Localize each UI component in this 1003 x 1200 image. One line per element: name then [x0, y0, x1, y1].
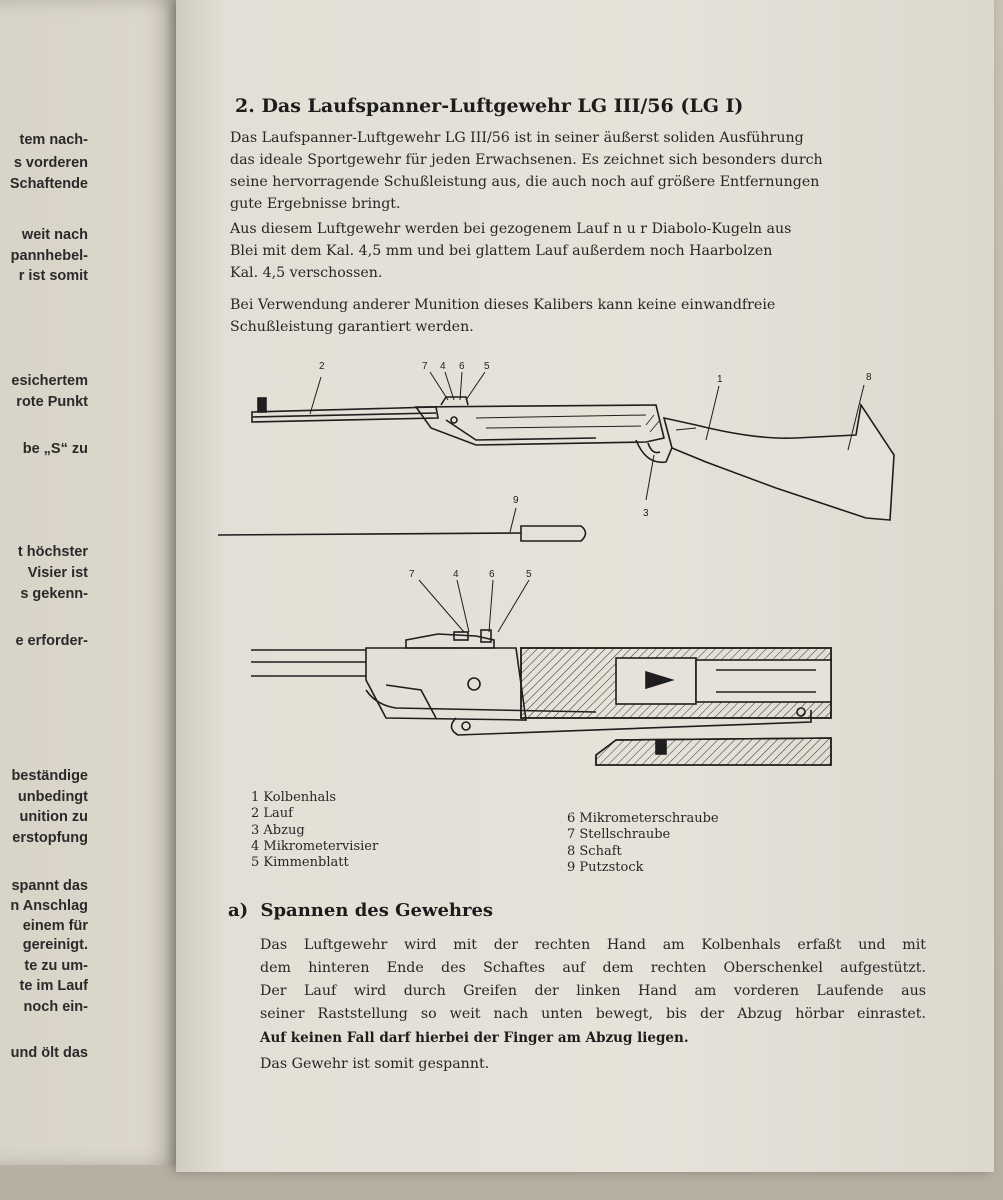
left-page-line: spannt das — [11, 878, 88, 894]
left-page-line: Schaftende — [9, 176, 88, 192]
left-page-line: und ölt das — [10, 1045, 88, 1061]
paragraph-line: Aus diesem Luftgewehr werden bei gezogenem Lauf n u r Diabolo-Kugeln aus — [230, 221, 792, 237]
left-page-line: s vorderen — [13, 155, 88, 171]
page-title: 2. Das Laufspanner-Luftgewehr LG III/56 (LG I) — [235, 95, 744, 117]
callout-number: 4 — [440, 361, 446, 372]
left-page — [0, 0, 180, 1165]
left-page-line: weit nach — [21, 227, 88, 243]
legend-item: 7 Stellschraube — [567, 827, 671, 843]
rifle-side-view — [252, 372, 894, 520]
left-page-line: pannhebel- — [10, 248, 88, 264]
paragraph-line: Schußleistung garantiert werden. — [230, 319, 474, 335]
left-page-line: te im Lauf — [19, 978, 88, 994]
left-page-line: unbedingt — [17, 789, 88, 805]
left-page-line: gereinigt. — [22, 937, 88, 953]
parts-legend-left — [251, 790, 378, 871]
legend-item: 2 Lauf — [251, 806, 293, 822]
left-page-line: noch ein- — [23, 999, 88, 1015]
safety-warning: Auf keinen Fall darf hierbei der Finger am Abzug liegen. — [260, 1030, 689, 1046]
left-page-line: t höchster — [17, 544, 88, 560]
legend-item: 9 Putzstock — [567, 859, 644, 875]
callout-number: 1 — [717, 374, 723, 385]
paragraph-line: Kal. 4,5 verschossen. — [230, 265, 383, 281]
paragraph-line: dem hinteren Ende des Schaftes auf dem rechten Oberschenkel aufgestützt. — [260, 960, 926, 976]
legend-item: 5 Kimmenblatt — [251, 855, 349, 871]
legend-item: 8 Schaft — [567, 843, 622, 859]
left-page-line: tem nach- — [19, 132, 88, 148]
paragraph-line: seine hervorragende Schußleistung aus, die auch noch auf größere Entfernungen — [230, 174, 820, 190]
left-page-line: beständige — [11, 768, 88, 784]
left-page-line: Visier ist — [27, 565, 88, 581]
paragraph-line: Das Laufspanner-Luftgewehr LG III/56 ist in seiner äußerst soliden Ausführung — [230, 130, 804, 146]
left-page-line: r ist somit — [18, 268, 88, 284]
closing-sentence: Das Gewehr ist somit gespannt. — [260, 1056, 490, 1072]
callout-number: 7 — [409, 569, 415, 580]
parts-legend-right — [567, 811, 719, 876]
cleaning-rod — [218, 508, 586, 541]
callout-number: 6 — [459, 361, 465, 372]
left-page-line: be „S“ zu — [22, 441, 88, 457]
left-page-line: n Anschlag — [10, 898, 88, 914]
legend-item: 4 Mikrometervisier — [251, 838, 379, 854]
paragraph-line: seiner Raststellung so weit nach unten bewegt, bis der Abzug hörbar einrastet. — [260, 1006, 926, 1022]
paragraph-line: Das Luftgewehr wird mit der rechten Hand am Kolbenhals erfaßt und mit — [260, 937, 926, 953]
callout-number: 5 — [526, 569, 532, 580]
section-heading — [228, 900, 493, 921]
section-paragraph — [260, 934, 926, 1026]
left-page-line: unition zu — [19, 809, 88, 825]
callout-number: 5 — [484, 361, 490, 372]
callout-number: 4 — [453, 569, 459, 580]
callout-number: 2 — [319, 361, 325, 372]
callout-number: 8 — [866, 372, 872, 383]
paragraph-line: das ideale Sportgewehr für jeden Erwachsenen. Es zeichnet sich besonders durch — [230, 152, 823, 168]
left-page-line: erstopfung — [12, 830, 88, 846]
callout-number: 9 — [513, 495, 519, 506]
legend-item: 3 Abzug — [251, 822, 305, 838]
left-page-line: esichertem — [11, 373, 88, 389]
paragraph-line: Bei Verwendung anderer Munition dieses Kalibers kann keine einwandfreie — [230, 297, 776, 313]
left-page-line: e erforder- — [15, 633, 88, 649]
callout-number: 6 — [489, 569, 495, 580]
callout-number: 3 — [643, 508, 649, 519]
left-page-line: te zu um- — [24, 958, 88, 974]
legend-item: 6 Mikrometerschraube — [567, 811, 719, 826]
left-page-line: s gekenn- — [20, 586, 88, 602]
paragraph-line: Blei mit dem Kal. 4,5 mm und bei glattem Lauf außerdem noch Haarbolzen — [230, 243, 773, 259]
right-page — [176, 0, 994, 1172]
callout-labels-detail — [409, 569, 532, 580]
callout-number: 7 — [422, 361, 428, 372]
left-page-line: einem für — [22, 918, 88, 934]
rifle-technical-drawing — [176, 0, 994, 800]
legend-item: 1 Kolbenhals — [251, 790, 337, 805]
paragraph-line: Der Lauf wird durch Greifen der linken Hand am vorderen Laufende aus — [260, 983, 926, 999]
section-title: Spannen des Gewehres — [260, 900, 494, 921]
breech-detail-view — [251, 580, 831, 765]
paragraph-line: gute Ergebnisse bringt. — [230, 196, 401, 212]
left-page-line: rote Punkt — [16, 394, 88, 410]
section-label: a) — [228, 900, 249, 921]
